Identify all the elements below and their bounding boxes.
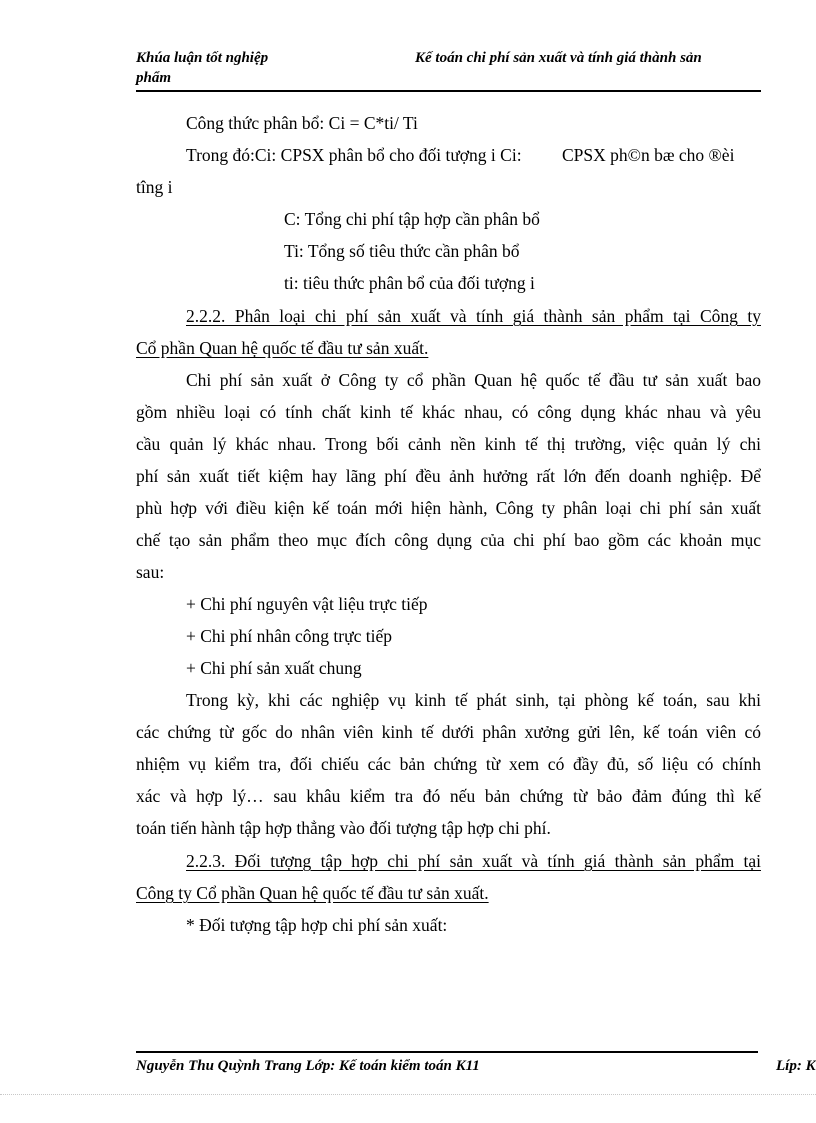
- definition-Ti: Ti: Tổng số tiêu thức cần phân bổ: [284, 241, 520, 261]
- object-heading: * Đối tượng tập hợp chi phí sản xuất:: [186, 915, 448, 935]
- header-left-line2: phẩm: [136, 70, 172, 86]
- paragraph-2-line: toán tiến hành tập hợp thẳng vào đối tượng tập hợp chi phí.: [136, 818, 551, 838]
- section-2-2-2-heading-line1: 2.2.2. Phân loại chi phí sản xuất và tính giá thành sản phẩm tại Công ty: [186, 306, 761, 326]
- section-2-2-3-heading-line1: 2.2.3. Đối tượng tập hợp chi phí sản xuất và tính giá thành sản phẩm tại: [186, 851, 761, 871]
- header-rule: [136, 90, 761, 92]
- paragraph-2-line: nhiệm vụ kiểm tra, đối chiếu các bản chứng từ xem có đầy đủ, số liệu có chính: [136, 754, 761, 774]
- footer-right: Líp: K: [776, 1058, 816, 1074]
- paragraph-1-line: cầu quản lý khác nhau. Trong bối cảnh nền kinh tế thị trường, việc quản lý chi: [136, 434, 761, 454]
- definition-C: C: Tổng chi phí tập hợp cần phân bổ: [284, 209, 540, 229]
- header-right: Kế toán chi phí sản xuất và tính giá thành sản: [415, 50, 702, 66]
- where-line-left: Trong đó:Ci: CPSX phân bổ cho đối tượng i Ci:: [186, 145, 522, 165]
- paragraph-1-line: phí sản xuất tiết kiệm hay lãng phí đều ảnh hưởng rất lớn đến doanh nghiệp. Để: [136, 466, 761, 486]
- page-bottom-dotted-edge: [0, 1094, 816, 1095]
- paragraph-2-line: Trong kỳ, khi các nghiệp vụ kinh tế phát sinh, tại phòng kế toán, sau khi: [186, 690, 761, 710]
- paragraph-1-line: sau:: [136, 562, 165, 582]
- header-left-line1: Khúa luận tốt nghiệp: [136, 50, 269, 66]
- paragraph-1-line: phù hợp với điều kiện kế toán mới hiện hành, Công ty phân loại chi phí sản xuất: [136, 498, 761, 518]
- footer-left: Nguyễn Thu Quỳnh Trang Lớp: Kế toán kiểm toán K11: [136, 1058, 480, 1074]
- paragraph-1-line: Chi phí sản xuất ở Công ty cổ phần Quan hệ quốc tế đầu tư sản xuất bao: [186, 370, 761, 390]
- list-item: + Chi phí nguyên vật liệu trực tiếp: [186, 594, 428, 614]
- paragraph-1-line: chế tạo sản phẩm theo mục đích công dụng của chi phí bao gồm các khoản mục: [136, 530, 761, 550]
- paragraph-1-line: gồm nhiều loại có tính chất kinh tế khác nhau, có công dụng khác nhau và yêu: [136, 402, 761, 422]
- section-2-2-3-heading-line2: Công ty Cổ phần Quan hệ quốc tế đầu tư sản xuất.: [136, 883, 489, 903]
- list-item: + Chi phí sản xuất chung: [186, 658, 362, 678]
- paragraph-2-line: xác và hợp lý… sau khâu kiểm tra đó nếu bản chứng từ bảo đảm đúng thì kế: [136, 786, 761, 806]
- paragraph-2-line: các chứng từ gốc do nhân viên kinh tế dưới phân xưởng gửi lên, kế toán viên có: [136, 722, 761, 742]
- formula-line: Công thức phân bổ: Ci = C*ti/ Ti: [186, 113, 418, 133]
- definition-ti: ti: tiêu thức phân bổ của đối tượng i: [284, 273, 535, 293]
- section-2-2-2-heading-line2: Cổ phần Quan hệ quốc tế đầu tư sản xuất.: [136, 338, 429, 358]
- list-item: + Chi phí nhân công trực tiếp: [186, 626, 392, 646]
- where-line-right: CPSX ph©n bæ cho ®èi: [562, 145, 735, 165]
- footer-rule: [136, 1051, 758, 1053]
- where-line-continued: tîng i: [136, 177, 173, 197]
